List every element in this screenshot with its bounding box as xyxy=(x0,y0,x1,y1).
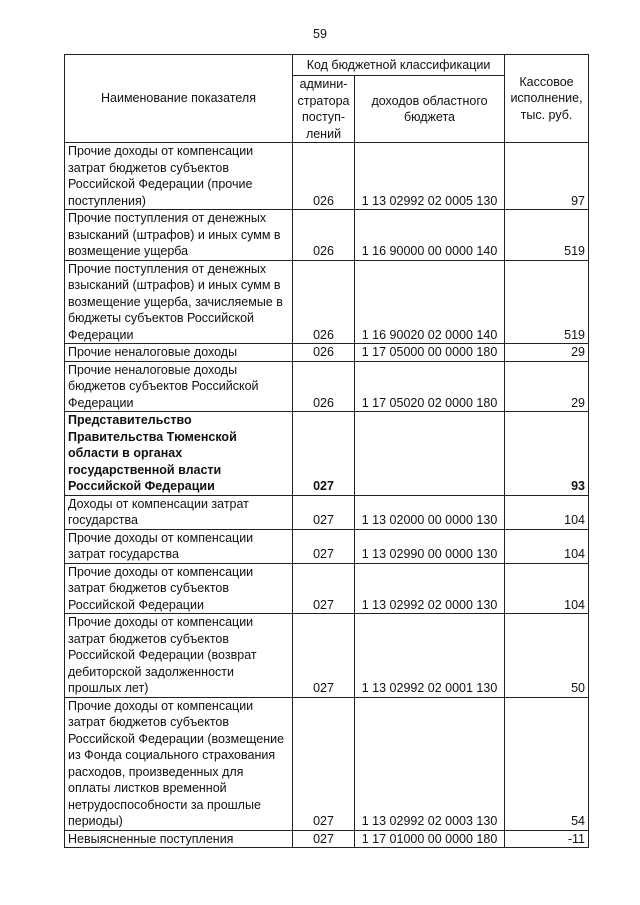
indicator-name-cell: Прочие доходы от компенсации затрат бюджетов субъектов Российской Федерации (возврат дебиторской задолженности прошлых лет) xyxy=(65,614,293,698)
admin-code-cell: 027 xyxy=(293,412,355,496)
table-row xyxy=(65,361,589,412)
indicator-name-cell: Прочие поступления от денежных взысканий (штрафов) и иных сумм в возмещение ущерба xyxy=(65,210,293,261)
execution-amount-cell: 97 xyxy=(505,143,589,210)
execution-amount-cell: 104 xyxy=(505,563,589,614)
indicator-name-cell: Прочие неналоговые доходы бюджетов субъектов Российской Федерации xyxy=(65,361,293,412)
table-row xyxy=(65,412,589,496)
table-row xyxy=(65,344,589,362)
revenue-code-cell: 1 17 05000 00 0000 180 xyxy=(355,344,505,362)
revenue-code-cell: 1 13 02000 00 0000 130 xyxy=(355,495,505,529)
admin-code-cell: 026 xyxy=(293,210,355,261)
admin-code-cell: 027 xyxy=(293,614,355,698)
table-row xyxy=(65,210,589,261)
table-row xyxy=(65,614,589,698)
revenue-table xyxy=(64,54,589,848)
revenue-code-cell: 1 17 01000 00 0000 180 xyxy=(355,830,505,848)
admin-code-cell: 027 xyxy=(293,529,355,563)
admin-code-cell: 026 xyxy=(293,344,355,362)
page-number: 59 xyxy=(313,27,327,41)
indicator-name-cell: Прочие доходы от компенсации затрат бюджетов субъектов Российской Федерации (прочие поступления) xyxy=(65,143,293,210)
indicator-name-cell: Доходы от компенсации затрат государства xyxy=(65,495,293,529)
revenue-code-cell xyxy=(355,412,505,496)
table-row xyxy=(65,697,589,830)
admin-code-cell: 027 xyxy=(293,830,355,848)
table-row xyxy=(65,529,589,563)
execution-amount-cell: -11 xyxy=(505,830,589,848)
execution-amount-cell: 93 xyxy=(505,412,589,496)
execution-amount-cell: 104 xyxy=(505,495,589,529)
header-revenue-col: доходов областного бюджета xyxy=(355,76,505,143)
admin-code-cell: 027 xyxy=(293,697,355,830)
table-row xyxy=(65,495,589,529)
execution-amount-cell: 104 xyxy=(505,529,589,563)
admin-code-cell: 026 xyxy=(293,260,355,344)
indicator-name-cell: Прочие доходы от компенсации затрат бюджетов субъектов Российской Федерации xyxy=(65,563,293,614)
header-name-col: Наименование показателя xyxy=(65,55,293,143)
table-row xyxy=(65,143,589,210)
table-header xyxy=(65,55,589,143)
revenue-code-cell: 1 16 90000 00 0000 140 xyxy=(355,210,505,261)
header-budget-code-group: Код бюджетной классификации xyxy=(293,55,505,76)
revenue-code-cell: 1 13 02992 02 0001 130 xyxy=(355,614,505,698)
revenue-code-cell: 1 16 90020 02 0000 140 xyxy=(355,260,505,344)
table-row xyxy=(65,830,589,848)
revenue-code-cell: 1 17 05020 02 0000 180 xyxy=(355,361,505,412)
indicator-name-cell: Прочие доходы от компенсации затрат государства xyxy=(65,529,293,563)
execution-amount-cell: 50 xyxy=(505,614,589,698)
revenue-code-cell: 1 13 02992 02 0005 130 xyxy=(355,143,505,210)
admin-code-cell: 026 xyxy=(293,143,355,210)
indicator-name-cell: Невыясненные поступления xyxy=(65,830,293,848)
admin-code-cell: 027 xyxy=(293,495,355,529)
indicator-name-cell: Прочие неналоговые доходы xyxy=(65,344,293,362)
execution-amount-cell: 29 xyxy=(505,344,589,362)
execution-amount-cell: 54 xyxy=(505,697,589,830)
table-row xyxy=(65,260,589,344)
execution-amount-cell: 29 xyxy=(505,361,589,412)
revenue-code-cell: 1 13 02992 02 0003 130 xyxy=(355,697,505,830)
header-execution-col: Кассовое исполнение, тыс. руб. xyxy=(505,55,589,143)
header-admin-col: админи-стратора поступ-лений xyxy=(293,76,355,143)
execution-amount-cell: 519 xyxy=(505,260,589,344)
indicator-name-cell: Прочие поступления от денежных взысканий (штрафов) и иных сумм в возмещение ущерба, зачисляемые в бюджеты субъектов Российской Федерации xyxy=(65,260,293,344)
indicator-name-cell: Прочие доходы от компенсации затрат бюджетов субъектов Российской Федерации (возмещение из Фонда социального страхования расходов, произведенных для оплаты листков временной нетрудоспособности за прошлые периоды) xyxy=(65,697,293,830)
revenue-code-cell: 1 13 02992 02 0000 130 xyxy=(355,563,505,614)
table-row xyxy=(65,563,589,614)
execution-amount-cell: 519 xyxy=(505,210,589,261)
indicator-name-cell: Представительство Правительства Тюменской области в органах государственной власти Российской Федерации xyxy=(65,412,293,496)
admin-code-cell: 026 xyxy=(293,361,355,412)
revenue-code-cell: 1 13 02990 00 0000 130 xyxy=(355,529,505,563)
table-body xyxy=(65,143,589,848)
admin-code-cell: 027 xyxy=(293,563,355,614)
